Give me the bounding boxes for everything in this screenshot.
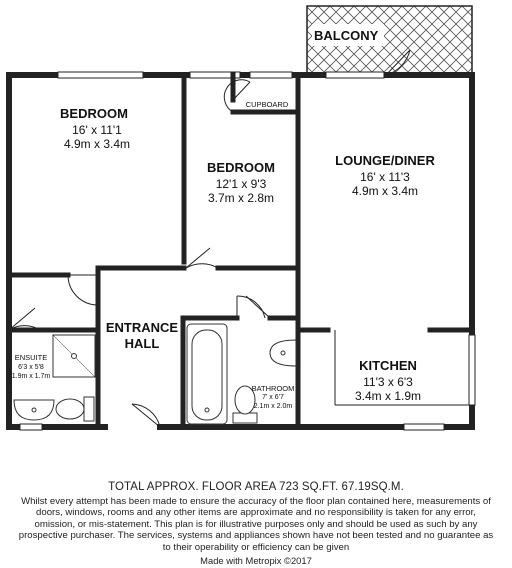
credit-text: Made with Metropix ©2017 — [200, 555, 312, 566]
balcony — [307, 6, 472, 74]
hall-name-line2: HALL — [124, 336, 160, 351]
entrance-hall — [106, 320, 179, 351]
lounge-name: LOUNGE/DINER — [335, 153, 435, 168]
kitchen — [355, 358, 421, 403]
ensuite-imperial: 6'3 x 5'8 — [18, 364, 44, 371]
lounge-diner — [335, 153, 435, 198]
bedroom-1-imperial: 16' x 11'1 — [72, 123, 122, 137]
total-floor-area: TOTAL APPROX. FLOOR AREA 723 SQ.FT. 67.19SQ.M. — [108, 481, 404, 493]
bedroom-2-name: BEDROOM — [207, 160, 275, 175]
lounge-metric: 4.9m x 3.4m — [351, 184, 419, 198]
bathroom-imperial: 7' x 6'7 — [262, 394, 284, 401]
bedroom-1 — [60, 106, 130, 151]
cupboard-label: CUPBOARD — [245, 100, 289, 109]
bedroom-2-metric: 3.7m x 2.8m — [207, 191, 275, 205]
kitchen-name: KITCHEN — [359, 358, 417, 373]
bathroom — [252, 384, 295, 410]
lounge-imperial: 16' x 11'3 — [360, 170, 410, 184]
ensuite-metric: 1.9m x 1.7m — [11, 373, 51, 380]
ensuite — [12, 353, 51, 380]
bedroom-1-metric: 4.9m x 3.4m — [63, 137, 131, 151]
bathroom-metric: 2.1m x 2.0m — [253, 403, 293, 410]
hall-name-line1: ENTRANCE — [105, 320, 179, 335]
kitchen-imperial: 11'3 x 6'3 — [363, 375, 413, 389]
bedroom-2-imperial: 12'1 x 9'3 — [215, 177, 267, 191]
bedroom-2 — [207, 160, 275, 205]
cupboard — [246, 100, 289, 109]
balcony-label: BALCONY — [314, 28, 379, 43]
bathroom-name: BATHROOM — [251, 384, 295, 393]
kitchen-metric: 3.4m x 1.9m — [354, 389, 422, 403]
bedroom-1-name: BEDROOM — [60, 106, 128, 121]
disclaimer-text: Whilst every attempt has been made to ensure the accuracy of the floor plan contained here, measurements of doors, windows, rooms and any other items are approximate and no responsibility is taken for any error, omission, or mis-statement. This plan is for illustrative purposes only and should be used as such by any prospective purchaser. The services, systems and appliances shown have not been tested and no guarantee as to their operability or efficiency can be given — [18, 496, 494, 553]
ensuite-name: ENSUITE — [14, 353, 48, 362]
